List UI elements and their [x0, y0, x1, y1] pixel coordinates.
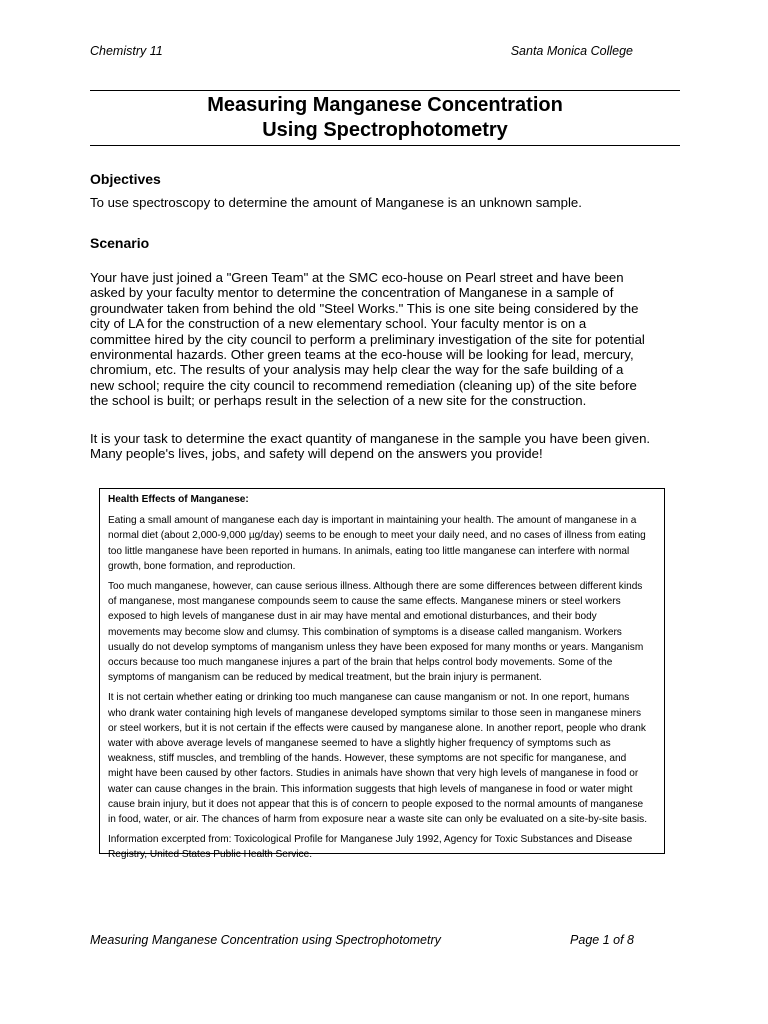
health-paragraph-1	[108, 513, 656, 574]
scenario-line: committee hired by the city council to perform a preliminary investigation of the site for potential	[90, 331, 645, 347]
health-paragraph-2	[108, 579, 656, 685]
title-bottom-rule	[90, 145, 680, 146]
health-source-citation	[108, 832, 656, 862]
box-line: symptoms of manganism can be reduced by medical treatment, but the brain injury is permanent.	[108, 672, 542, 684]
box-line: Registry, United States Public Health Service.	[108, 849, 313, 861]
scenario-line: the school is built; or perhaps result in the selection of a new site for the construction.	[90, 393, 587, 409]
health-paragraph-3	[108, 690, 656, 827]
box-line: weakness, stiff muscles, and trembling of the hands. However, these symptoms are not specific for manganese, and	[108, 753, 627, 765]
running-footer	[90, 933, 634, 947]
box-line: water with above average levels of manganese seemed to have a slightly higher frequency of symptoms such as	[108, 738, 611, 750]
objectives-text: To use spectroscopy to determine the amount of Manganese is an unknown sample.	[90, 195, 582, 210]
course-name: Chemistry 11	[90, 44, 163, 58]
title-top-rule	[90, 90, 680, 91]
box-line: Information excerpted from: Toxicological Profile for Manganese July 1992, Agency for Toxic Substances and Disease	[108, 834, 633, 846]
scenario-line: asked by your faculty mentor to determine the concentration of Manganese in a sample of	[90, 285, 614, 301]
box-line: too little manganese have been reported in humans. In animals, eating too little manganese can interfere with normal	[108, 545, 630, 557]
health-effects-box	[99, 488, 665, 861]
box-line: usually do not develop symptoms of manganism unless they have been exposed for many months or years. Manganism	[108, 641, 644, 653]
scenario-line: It is your task to determine the exact quantity of manganese in the sample you have been given.	[90, 431, 651, 446]
box-line: Too much manganese, however, can cause serious illness. Although there are some differences between different kinds	[108, 581, 643, 593]
scenario-line: Your have just joined a "Green Team" at the SMC eco-house on Pearl street and have been	[90, 270, 624, 285]
document-title	[90, 93, 680, 143]
scenario-line: chromium, etc. The results of your analysis may help clear the way for the safe building of a	[90, 362, 624, 378]
scenario-line: city of LA for the construction of a new elementary school. Your faculty mentor is on a	[90, 316, 587, 332]
box-line: cause brain injury, but it does not appear that this is of concern to people exposed to the normal amounts of manganese	[108, 798, 644, 810]
box-line: movements may become slow and clumsy. This combination of symptoms is a disease called manganism. Workers	[108, 626, 622, 638]
running-header	[90, 44, 633, 58]
scenario-paragraph-2	[90, 431, 680, 462]
box-line: occurs because too much manganese injures a part of the brain that helps control body movements. Some of the	[108, 657, 613, 669]
box-line: might have been caused by other factors. Studies in animals have shown that very high levels of manganese in food or	[108, 768, 639, 780]
scenario-line: Many people's lives, jobs, and safety will depend on the answers you provide!	[90, 446, 543, 462]
scenario-line: environmental hazards. Other green teams at the eco-house will be looking for lead, mercury,	[90, 347, 634, 363]
box-line: Eating a small amount of manganese each day is important in maintaining your health. The amount of manganese in a	[108, 515, 637, 527]
objectives-heading: Objectives	[90, 171, 161, 187]
box-line: water can cause changes in the brain. This information suggests that high levels of manganese in food or water might	[108, 783, 633, 795]
title-line-1: Measuring Manganese Concentration	[207, 94, 563, 116]
page-number: Page 1 of 8	[570, 933, 634, 947]
box-line: It is not certain whether eating or drinking too much manganese can cause manganism or not. In one report, humans	[108, 692, 630, 704]
scenario-line: new school; require the city council to recommend remediation (cleaning up) of the site before	[90, 377, 637, 393]
health-effects-title: Health Effects of Manganese:	[108, 494, 249, 505]
institution-name: Santa Monica College	[510, 44, 633, 58]
title-line-2: Using Spectrophotometry	[262, 119, 508, 141]
scenario-heading: Scenario	[90, 235, 150, 251]
box-line: or steel workers, but it is not certain if the effects were caused by manganese alone. In another report, people who drank	[108, 722, 646, 734]
scenario-line: groundwater taken from behind the old "Steel Works." This is one site being considered by the	[90, 300, 639, 316]
box-line: exposed to high levels of manganese dust in air may have mental and emotional disturbances, and their body	[108, 611, 597, 623]
box-line: in food, water, or air. The chances of harm from exposure near a waste site can only be evaluated on a site-by-site basis.	[108, 814, 647, 826]
box-line: who drank water containing high levels of manganese developed symptoms similar to those seen in manganese miners	[108, 707, 642, 719]
scenario-paragraph-1	[90, 270, 680, 409]
box-line: of manganese, most manganese compounds seem to cause the same effects. Manganese miners or steel workers	[108, 596, 621, 608]
box-line: normal diet (about 2,000-9,000 µg/day) seems to be enough to meet your daily need, and no cases of illness from eating	[108, 530, 646, 542]
box-line: growth, bone formation, and reproduction.	[108, 560, 296, 572]
footer-document-title: Measuring Manganese Concentration using Spectrophotometry	[90, 933, 441, 947]
